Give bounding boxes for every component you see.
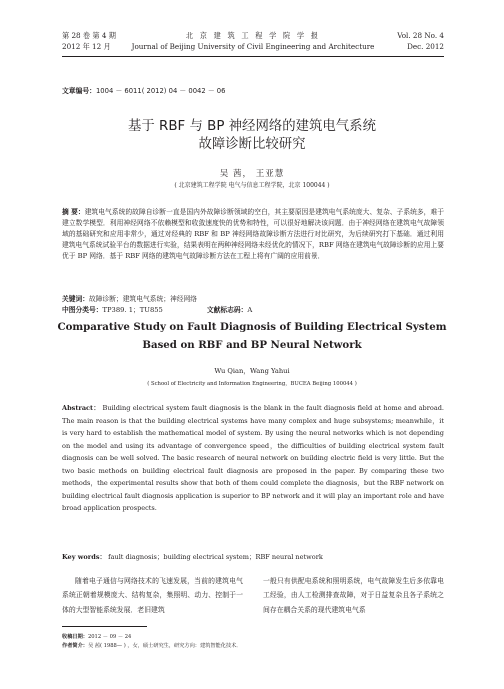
title-cn-line1: 基于 RBF 与 BP 神经网络的建筑电气系统 — [128, 119, 376, 134]
header-journal — [62, 30, 444, 52]
classification — [62, 305, 444, 316]
keywords-en-text: fault diagnosis；building electrical system；RBF neural network — [108, 553, 323, 561]
abstract-cn-label: 摘 要： — [62, 208, 85, 216]
title-cn — [0, 118, 504, 154]
clc-label: 中图分类号： — [62, 306, 103, 314]
header-date-cn: 2012 年 12 月 — [62, 42, 111, 51]
abstract-en — [62, 402, 444, 515]
abstract-cn — [62, 207, 444, 262]
journal-name-en: Journal of Beijing University of Civil Engineering and Architecture — [131, 42, 375, 51]
keywords-cn-text: 故障诊断；建筑电气系统；神经网络 — [89, 295, 198, 303]
header-volume: 第 28 卷 第 4 期 — [62, 31, 116, 40]
footnote-divider — [62, 626, 147, 627]
keywords-cn — [62, 294, 444, 305]
title-en-line2: Based on RBF and BP Neural Network — [142, 338, 362, 351]
doc-code-label: 文献标志码： — [206, 306, 248, 314]
received-value: 2012 － 09 － 24 — [87, 634, 132, 640]
journal-name-cn: 北 京 建 筑 工 程 学 院 学 报 — [185, 31, 321, 40]
authors-cn: 吴 茜， 王亚慧 — [219, 169, 285, 179]
body-right-column: 一般只有供配电系统和照明系统，电气故障发生后多依靠电工经验，由人工检测排查故障，对于日益复杂且各子系统之间存在耦合关系的现代建筑电气系 — [263, 577, 444, 614]
abstract-cn-text: 建筑电气系统的故障自诊断一直是国内外故障诊断领域的空白，其主要原因是建筑电气系统庞大、复杂、子系统多，难于建立数学模型．利用神经网络不依赖模型和收敛速度快的优势和特性，可以很好地解决该问题．由于神经网络在建筑电气故障领域的基础研究和应用非常少，通过对经典的 RBF 和 BP 神经网络故障诊断方法进行对比研究，为后续研究打下基础．通过利用建筑电气系统试验平台的数据进行实验，结果表明在两种神经网络未经优化的情况下，RBF 网络在建筑电气故障诊断的应用上要优于 BP 网络．基于 RBF 网络的建筑电气故障诊断方法在工程上将有广阔的应用前景． — [62, 208, 444, 260]
footnote-received — [62, 633, 444, 642]
title-en-line1: Comparative Study on Fault Diagnosis of Building Electrical System — [57, 321, 447, 333]
abstract-en-label: Abstract： — [62, 404, 101, 412]
article-number — [62, 85, 225, 95]
affiliation-en: ( School of Electricity and Information Engineering，BUCEA Beijing 100044 ) — [147, 381, 357, 387]
header-vol-no: Vol. 28 No. 4 — [397, 31, 444, 40]
clc-value: TP389. 1；TU855 — [102, 306, 163, 314]
doc-code-value: A — [247, 306, 253, 314]
keywords-en — [62, 551, 444, 563]
body-left-column: 随着电子通信与网络技术的飞速发展，当前的建筑电气系统正朝着规模庞大、结构复杂，集照明、动力、控制于一体的大型智能系统发展．老旧建筑 — [62, 577, 243, 614]
affiliation-cn: ( 北京建筑工程学院 电气与信息工程学院，北京 100044 ) — [174, 182, 330, 189]
footnote — [62, 633, 444, 652]
keywords-en-label: Key words： — [62, 553, 107, 561]
authors-en: Wu Qian，Wang Yahui — [214, 367, 290, 375]
author-bio-label: 作者简介： — [62, 643, 88, 650]
article-number-label: 文章编号： — [62, 87, 96, 95]
received-label: 收稿日期： — [62, 634, 88, 640]
keywords-cn-label: 关键词： — [62, 295, 90, 303]
header-date-en: Dec. 2012 — [407, 42, 444, 51]
title-en — [0, 319, 504, 354]
author-bio-value: 吴 茜( 1988— ) ，女，硕士研究生，研究方向：建筑智能化技术． — [87, 643, 242, 650]
header-divider — [62, 56, 444, 57]
abstract-en-text: Building electrical system fault diagnosis is the blank in the fault diagnosis field at home and abroad. The main reason is that the building electrical systems have many complex and huge subsystems; meanwhile，it is very hard to establish the mathematical model of system. By using the neural networks which is not depending on the model and using its advantage of convergence speed，the difficulties of building electrical system fault diagnosis can be well solved. The basic research of neural network on building electric field is very little. But the two basic methods on building electrical fault diagnosis are proposed in the paper. By comparing these two methods，the experimental results show that both of them could complete the diagnosis，but the RBF network on building electrical fault diagnosis application is superior to BP network and it will play an important role and have broad application prospects. — [62, 404, 444, 512]
header-vol-en — [397, 30, 444, 52]
title-cn-line2: 故障诊断比较研究 — [198, 137, 306, 152]
body-text — [62, 574, 444, 618]
article-number-value: 1004 － 6011( 2012) 04 － 0042 － 06 — [95, 87, 226, 95]
footnote-author — [62, 642, 444, 651]
